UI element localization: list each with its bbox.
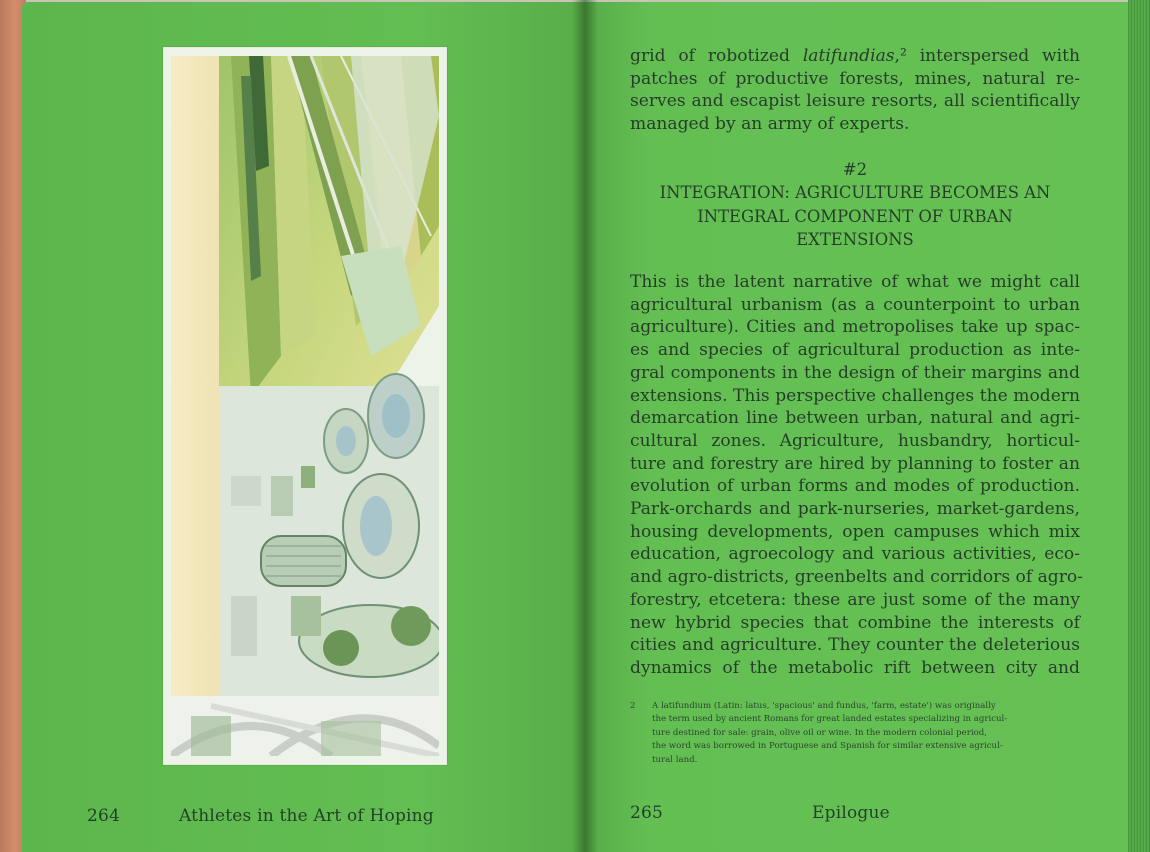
intro-line-1: grid of robotized latifundias,² interspersed with bbox=[630, 46, 1080, 66]
footnote-line: A latifundium (Latin: latus, 'spacious' and fundus, 'farm, estate') was originally bbox=[652, 701, 996, 711]
paragraph-line: demarcation line between urban, natural and agri- bbox=[630, 408, 1080, 429]
paragraph-line: evolution of urban forms and modes of production. bbox=[630, 476, 1080, 497]
section-title-line-2: INTEGRAL COMPONENT OF URBAN bbox=[697, 206, 1013, 226]
section-title-line-3: EXTENSIONS bbox=[796, 229, 914, 249]
paragraph-line: This is the latent narrative of what we might call bbox=[630, 272, 1080, 292]
illustration-drawing bbox=[171, 56, 439, 756]
footnote-number: 2 bbox=[630, 701, 636, 711]
intro-text bbox=[630, 45, 1080, 136]
agricultural-city-illustration bbox=[163, 47, 447, 765]
paragraph-line: housing developments, open campuses which mix bbox=[630, 521, 1080, 542]
paragraph-line: forestry, etcetera: these are just some of the many bbox=[630, 589, 1080, 610]
left-page-number: 264 bbox=[87, 806, 121, 826]
book-gutter bbox=[572, 0, 598, 852]
section-title-line-1: INTEGRATION: AGRICULTURE BECOMES AN bbox=[659, 183, 1051, 203]
paragraph-line: agricultural urbanism (as a counterpoint to urban bbox=[630, 294, 1080, 315]
footnote-line: ture destined for sale: grain, olive oil or wine. In the modern colonial period, bbox=[652, 727, 987, 738]
paragraph-line: cities and agriculture. They counter the deleterious bbox=[630, 635, 1080, 656]
paragraph-line: dynamics of the metabolic rift between city and bbox=[630, 657, 1080, 678]
paragraph-line: es and species of agricultural production as inte- bbox=[630, 340, 1080, 361]
paragraph-line: ture and forestry are hired by planning to foster an bbox=[630, 453, 1080, 474]
paragraph-line: cultural zones. Agriculture, husbandry, horticul- bbox=[630, 430, 1080, 451]
footnote-line: the word was borrowed in Portuguese and Spanish for similar extensive agricul- bbox=[652, 741, 1003, 752]
paragraph-line: education, agroecology and various activities, eco- bbox=[630, 544, 1080, 565]
footnote-line: the term used by ancient Romans for great landed estates specializing in agricul- bbox=[652, 714, 1008, 725]
left-running-head: Athletes in the Art of Hoping bbox=[179, 806, 434, 826]
intro-line-2: patches of productive forests, mines, natural re- bbox=[630, 68, 1080, 89]
paragraph-line: gral components in the design of their margins and bbox=[630, 362, 1080, 383]
right-page-edge bbox=[1128, 0, 1150, 852]
paragraph-line: Park-orchards and park-nurseries, market-gardens, bbox=[630, 499, 1080, 520]
right-running-head: Epilogue bbox=[812, 803, 890, 823]
right-page-number: 265 bbox=[630, 803, 664, 823]
intro-line-3: serves and escapist leisure resorts, all scientifically bbox=[630, 91, 1080, 112]
intro-line-4: managed by an army of experts. bbox=[630, 114, 910, 135]
paragraph-line: and agro-districts, greenbelts and corridors of agro- bbox=[630, 567, 1083, 588]
paragraph-line: extensions. This perspective challenges the modern bbox=[630, 385, 1080, 406]
main-paragraph bbox=[630, 271, 1083, 680]
footnote-text bbox=[652, 700, 1072, 767]
paragraph-line: new hybrid species that combine the interests of bbox=[630, 612, 1080, 633]
section-heading bbox=[630, 158, 1080, 251]
paragraph-line: agriculture). Cities and metropolises take up spac- bbox=[630, 317, 1080, 338]
footnote-line: tural land. bbox=[652, 754, 698, 765]
section-number: #2 bbox=[842, 160, 868, 179]
